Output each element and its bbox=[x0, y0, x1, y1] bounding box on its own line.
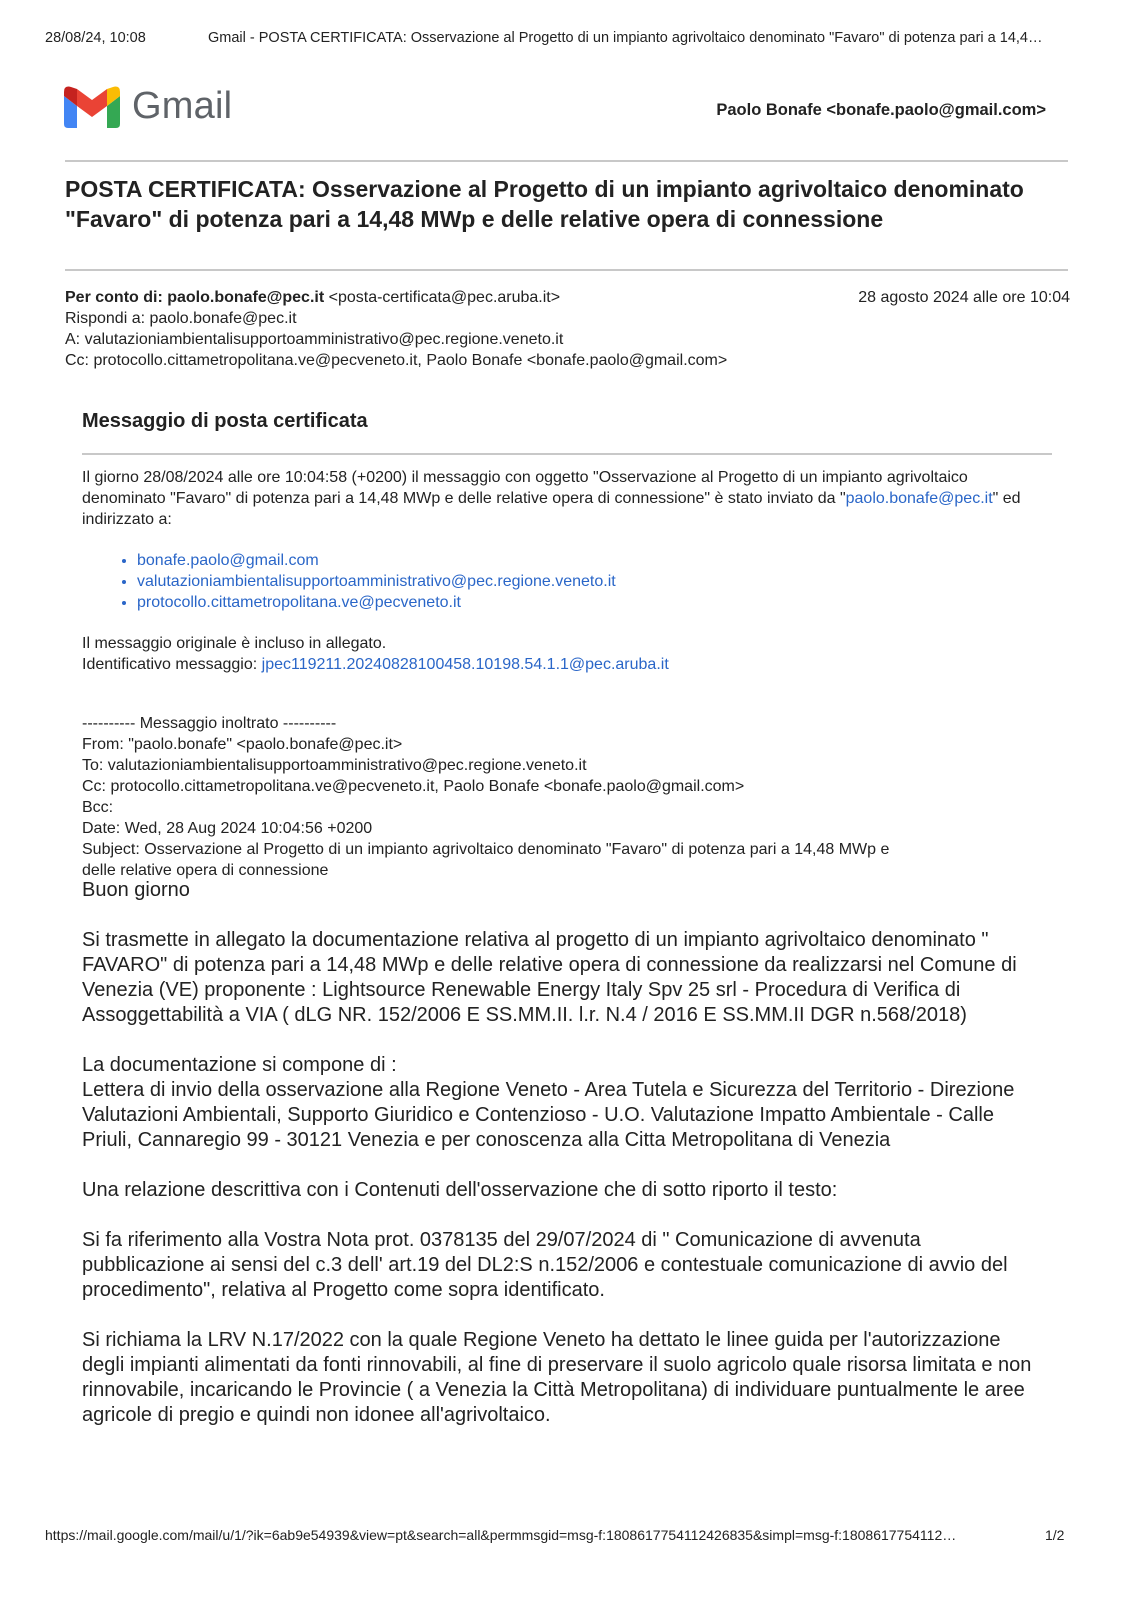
print-datetime: 28/08/24, 10:08 bbox=[45, 30, 146, 46]
pec-intro: Il giorno 28/08/2024 alle ore 10:04:58 (+0200) il messaggio con oggetto "Osservazione al Progetto di un impianto agrivoltaico denominato "Favaro" di potenza pari a 14,48 MWp e delle relative opera di connessione" è stato inviato da "paolo.bonafe@pec.it" ed indirizzato a: bbox=[82, 469, 1021, 528]
message-id-link[interactable]: jpec119211.20240828100458.10198.54.1.1@pec.aruba.it bbox=[261, 656, 669, 673]
to-line: A: valutazioniambientalisupportoamministrativo@pec.regione.veneto.it bbox=[65, 331, 564, 348]
recipient-link[interactable]: protocollo.cittametropolitana.ve@pecveneto.it bbox=[137, 594, 461, 611]
body-paragraph: Si fa riferimento alla Vostra Nota prot. 0378135 del 29/07/2024 di " Comunicazione di avvenuta pubblicazione ai sensi del c.3 dell' art.19 del DL2:S n.152/2006 e contestuale comunicazione di avvio del procedimento", relativa al Progetto come sopra identificato. bbox=[82, 1229, 1008, 1301]
divider bbox=[65, 160, 1068, 162]
greeting: Buon giorno bbox=[82, 879, 190, 901]
list-item bbox=[137, 571, 1052, 592]
page-url: https://mail.google.com/mail/u/1/?ik=6ab9e54939&view=pt&search=all&permmsgid=msg-f:1808617754112426835&simpl=msg-f:1808617754112… bbox=[45, 1527, 957, 1543]
body-paragraph: Si richiama la LRV N.17/2022 con la quale Regione Veneto ha dettato le linee guida per l'autorizzazione degli impianti alimentati da fonti rinnovabili, al fine di preservare il suolo agricolo quale risorsa limitata e non rinnovabile, incaricando le Provincie ( a Venezia la Città Metropolitana) di individuare puntualmente le aree agricole di pregio e quindi non idonee all'agrivoltaico. bbox=[82, 1329, 1032, 1426]
pec-certificate bbox=[82, 407, 1052, 675]
forward-to: To: valutazioniambientalisupportoamministrativo@pec.regione.veneto.it bbox=[82, 757, 587, 774]
cc-line: Cc: protocollo.cittametropolitana.ve@pecveneto.it, Paolo Bonafe <bonafe.paolo@gmail.com> bbox=[65, 352, 728, 369]
recipient-link[interactable]: bonafe.paolo@gmail.com bbox=[137, 552, 319, 569]
divider bbox=[82, 453, 1052, 455]
body-paragraph: Si trasmette in allegato la documentazione relativa al progetto di un impianto agrivoltaico denominato " FAVARO" di potenza pari a 14,48 MWp e delle relative opera di connessione da realizzarsi nel Comune di Venezia (VE) proponente : Lightsource Renewable Energy Italy Spv 25 srl - Procedura di Verifica di Assoggettabilità a VIA ( dLG NR. 152/2006 E SS.MM.II. l.r. N.4 / 2016 E SS.MM.II DGR n.568/2018) bbox=[82, 929, 1017, 1026]
print-page-title: Gmail - POSTA CERTIFICATA: Osservazione al Progetto di un impianto agrivoltaico denominato "Favaro" di potenza pari a 14,4… bbox=[208, 30, 1043, 46]
email-subject: POSTA CERTIFICATA: Osservazione al Progetto di un impianto agrivoltaico denominato "Favaro" di potenza pari a 14,48 MWp e delle relative opera di connessione bbox=[65, 176, 1024, 232]
gmail-logo bbox=[64, 85, 232, 128]
body-paragraph: Una relazione descrittiva con i Contenuti dell'osservazione che di sotto riporto il testo: bbox=[82, 1179, 838, 1201]
forward-date: Date: Wed, 28 Aug 2024 10:04:56 +0200 bbox=[82, 820, 373, 837]
body-paragraph: La documentazione si compone di : Lettera di invio della osservazione alla Regione Veneto - Area Tutela e Sicurezza del Territorio - Direzione Valutazioni Ambientali, Supporto Giuridico e Contenzioso - U.O. Valutazione Impatto Ambientale - Calle Priuli, Cannaregio 99 - 30121 Venezia e per conoscenza alla Citta Metropolitana di Venezia bbox=[82, 1054, 1015, 1151]
pec-title: Messaggio di posta certificata bbox=[82, 410, 368, 432]
divider bbox=[65, 269, 1068, 271]
page-number: 1/2 bbox=[1045, 1527, 1065, 1543]
forward-subject-cont: delle relative opera di connessione bbox=[82, 862, 329, 879]
message-id: Identificativo messaggio: jpec119211.20240828100458.10198.54.1.1@pec.aruba.it bbox=[82, 656, 669, 673]
forwarded-header bbox=[82, 713, 1052, 881]
forward-bcc: Bcc: bbox=[82, 799, 114, 816]
email-body bbox=[82, 878, 1042, 1453]
forward-cc: Cc: protocollo.cittametropolitana.ve@pecveneto.it, Paolo Bonafe <bonafe.paolo@gmail.com> bbox=[82, 778, 745, 795]
reply-to: Rispondi a: paolo.bonafe@pec.it bbox=[65, 310, 297, 327]
forward-subject: Subject: Osservazione al Progetto di un impianto agrivoltaico denominato "Favaro" di potenza pari a 14,48 MWp e bbox=[82, 841, 890, 858]
gmail-wordmark: Gmail bbox=[132, 85, 233, 127]
list-item bbox=[137, 592, 1052, 613]
list-item bbox=[137, 550, 1052, 571]
sender-link[interactable]: paolo.bonafe@pec.it bbox=[845, 490, 993, 507]
gmail-m-icon bbox=[64, 86, 120, 128]
recipient-link[interactable]: valutazioniambientalisupportoamministrativo@pec.regione.veneto.it bbox=[137, 573, 616, 590]
account-name: Paolo Bonafe <bonafe.paolo@gmail.com> bbox=[716, 101, 1046, 119]
sender-label: Per conto di: paolo.bonafe@pec.it bbox=[65, 289, 325, 306]
attachment-note: Il messaggio originale è incluso in allegato. bbox=[82, 635, 387, 652]
recipient-list bbox=[82, 550, 1052, 613]
email-meta bbox=[65, 287, 1070, 371]
sender-address: <posta-certificata@pec.aruba.it> bbox=[324, 289, 561, 306]
forward-separator: ---------- Messaggio inoltrato ---------- bbox=[82, 715, 337, 732]
forward-from: From: "paolo.bonafe" <paolo.bonafe@pec.it> bbox=[82, 736, 403, 753]
email-date: 28 agosto 2024 alle ore 10:04 bbox=[858, 289, 1070, 306]
